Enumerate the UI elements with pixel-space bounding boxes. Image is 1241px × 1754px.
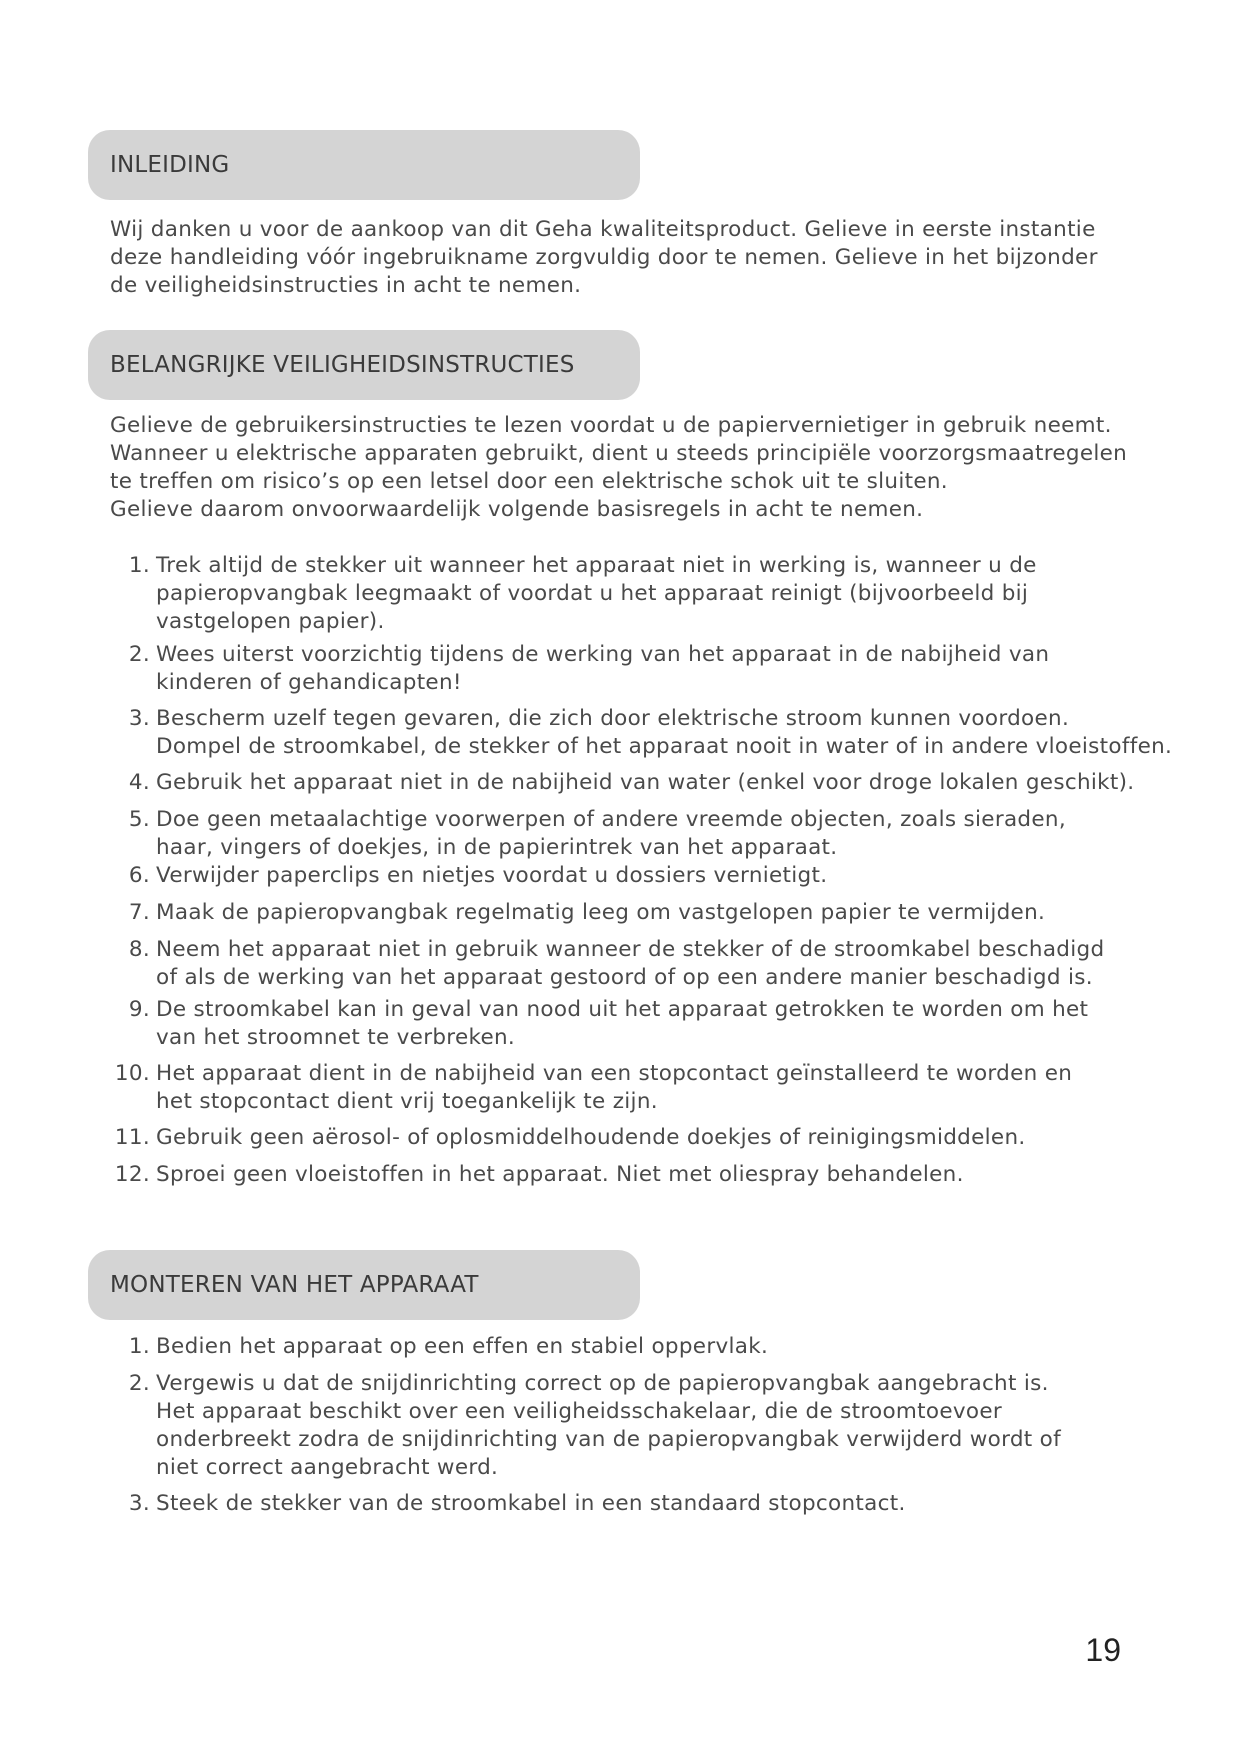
- text-line: vastgelopen papier).: [156, 609, 385, 634]
- text-line: haar, vingers of doekjes, in de papierintrek van het apparaat.: [156, 835, 838, 860]
- item-number: 1.: [128, 1334, 150, 1359]
- text-line: het stopcontact dient vrij toegankelijk te zijn.: [156, 1089, 658, 1114]
- item-text: [156, 806, 1066, 862]
- page-number: 19: [1085, 1632, 1121, 1668]
- text-line: Gebruik het apparaat niet in de nabijheid van water (enkel voor droge lokalen geschikt).: [156, 770, 1135, 795]
- text-line: Maak de papieropvangbak regelmatig leeg om vastgelopen papier te vermijden.: [156, 900, 1046, 925]
- section-header-assembly: [88, 1250, 640, 1320]
- item-text: [156, 1060, 1072, 1116]
- text-line: De stroomkabel kan in geval van nood uit het apparaat getrokken te worden om het: [156, 997, 1089, 1022]
- text-line: Bescherm uzelf tegen gevaren, die zich door elektrische stroom kunnen voordoen.: [156, 706, 1070, 731]
- text-line: van het stroomnet te verbreken.: [156, 1025, 516, 1050]
- item-text: [156, 1490, 906, 1518]
- item-number: 9.: [128, 997, 150, 1022]
- item-number: 7.: [128, 900, 150, 925]
- item-number: 1.: [128, 553, 150, 578]
- section-header-inleiding: [88, 130, 640, 200]
- item-number: 8.: [128, 937, 150, 962]
- text-line: Neem het apparaat niet in gebruik wanneer de stekker of de stroomkabel beschadigd: [156, 937, 1105, 962]
- text-line: Steek de stekker van de stroomkabel in een standaard stopcontact.: [156, 1491, 906, 1516]
- item-number: 3.: [128, 706, 150, 731]
- item-number: 12.: [114, 1162, 150, 1187]
- item-number: 2.: [128, 1371, 150, 1396]
- text-line: Dompel de stroomkabel, de stekker of het apparaat nooit in water of in andere vloeistoffen.: [156, 734, 1173, 759]
- text-line: Bedien het apparaat op een effen en stabiel oppervlak.: [156, 1334, 769, 1359]
- text-line: Het apparaat dient in de nabijheid van een stopcontact geïnstalleerd te worden en: [156, 1061, 1073, 1086]
- item-number: 11.: [114, 1125, 150, 1150]
- section-title: BELANGRIJKE VEILIGHEIDSINSTRUCTIES: [110, 352, 575, 378]
- item-number: 2.: [128, 642, 150, 667]
- text-line: Het apparaat beschikt over een veiligheidsschakelaar, die de stroomtoevoer: [156, 1399, 1003, 1424]
- item-text: [156, 862, 827, 890]
- section-header-safety: [88, 330, 640, 400]
- safety-intro-paragraph: [110, 412, 1140, 524]
- text-line: Gelieve daarom onvoorwaardelijk volgende basisregels in acht te nemen.: [110, 497, 924, 522]
- item-number: 5.: [128, 807, 150, 832]
- item-text: [156, 1333, 768, 1361]
- item-number: 6.: [128, 863, 150, 888]
- text-line: de veiligheidsinstructies in acht te nemen.: [110, 273, 582, 298]
- text-line: Gebruik geen aërosol- of oplosmiddelhoudende doekjes of reinigingsmiddelen.: [156, 1125, 1026, 1150]
- text-line: Trek altijd de stekker uit wanneer het apparaat niet in werking is, wanneer u de: [156, 553, 1037, 578]
- item-text: [156, 552, 1037, 636]
- item-text: [156, 1124, 1026, 1152]
- text-line: Sproei geen vloeistoffen in het apparaat. Niet met oliespray behandelen.: [156, 1162, 964, 1187]
- text-line: Doe geen metaalachtige voorwerpen of andere vreemde objecten, zoals sieraden,: [156, 807, 1066, 832]
- item-number: 3.: [128, 1491, 150, 1516]
- text-line: Wij danken u voor de aankoop van dit Geha kwaliteitsproduct. Gelieve in eerste instantie: [110, 217, 1096, 242]
- item-text: [156, 705, 1172, 761]
- item-text: [156, 996, 1088, 1052]
- text-line: of als de werking van het apparaat gestoord of op een andere manier beschadigd is.: [156, 965, 1093, 990]
- intro-paragraph: [110, 216, 1140, 300]
- text-line: Wees uiterst voorzichtig tijdens de werking van het apparaat in de nabijheid van: [156, 642, 1050, 667]
- text-line: onderbreekt zodra de snijdinrichting van de papieropvangbak verwijderd wordt of: [156, 1427, 1061, 1452]
- item-text: [156, 641, 1049, 697]
- text-line: Vergewis u dat de snijdinrichting correct op de papieropvangbak aangebracht is.: [156, 1371, 1049, 1396]
- item-text: [156, 769, 1134, 797]
- text-line: niet correct aangebracht werd.: [156, 1455, 499, 1480]
- text-line: Wanneer u elektrische apparaten gebruikt, dient u steeds principiële voorzorgsmaatregelen: [110, 441, 1128, 466]
- item-text: [156, 899, 1045, 927]
- item-text: [156, 936, 1104, 992]
- text-line: te treffen om risico’s op een letsel door een elektrische schok uit te sluiten.: [110, 469, 948, 494]
- section-title: INLEIDING: [110, 152, 230, 178]
- text-line: Verwijder paperclips en nietjes voordat u dossiers vernietigt.: [156, 863, 828, 888]
- section-title: MONTEREN VAN HET APPARAAT: [110, 1272, 479, 1298]
- item-text: [156, 1161, 964, 1189]
- text-line: papieropvangbak leegmaakt of voordat u het apparaat reinigt (bijvoorbeeld bij: [156, 581, 1029, 606]
- text-line: Gelieve de gebruikersinstructies te lezen voordat u de papiervernietiger in gebruik neemt.: [110, 413, 1112, 438]
- item-number: 4.: [128, 770, 150, 795]
- item-number: 10.: [114, 1061, 150, 1086]
- text-line: deze handleiding vóór ingebruikname zorgvuldig door te nemen. Gelieve in het bijzonder: [110, 245, 1098, 270]
- item-text: [156, 1370, 1061, 1482]
- text-line: kinderen of gehandicapten!: [156, 670, 462, 695]
